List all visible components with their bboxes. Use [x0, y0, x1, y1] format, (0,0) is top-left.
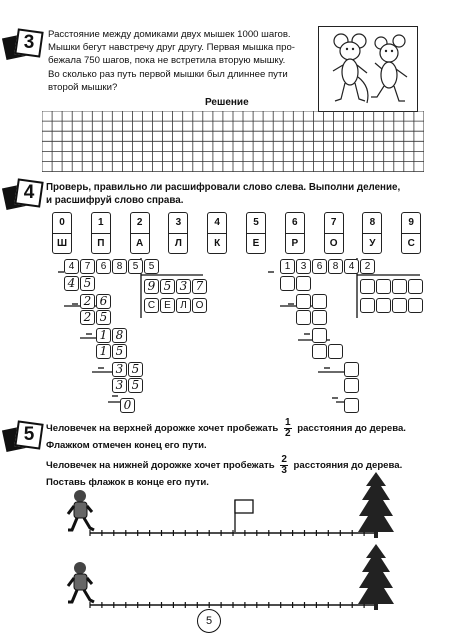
dividend-digit: 8	[328, 259, 343, 274]
solution-label: Решение	[205, 97, 249, 108]
task-3-line: бежала 750 шагов, пока не встретила вторую мышку.	[48, 55, 286, 67]
code-digit: 9	[402, 213, 420, 234]
code-letter: Е	[252, 238, 260, 249]
task-5-number: 5	[23, 424, 35, 445]
code-letter: О	[329, 238, 338, 249]
task-3-line: Расстояние между домиками двух мышек 1000 шагов.	[48, 29, 291, 40]
step-digit: 8	[112, 328, 127, 343]
code-letter: П	[97, 238, 105, 249]
fraction-denominator: 2	[285, 428, 291, 439]
dividend-digit: 1	[280, 259, 295, 274]
code-letter: А	[135, 238, 144, 249]
code-digit: 0	[53, 213, 71, 234]
task-5-line-4: Поставь флажок в конце его пути.	[46, 477, 209, 488]
code-letter: К	[214, 238, 221, 249]
step-digit: 2	[80, 294, 95, 309]
task-3-line: Во сколько раз путь первой мышки был длиннее пути	[48, 68, 288, 80]
dividend-digit: 6	[96, 259, 111, 274]
dividend-digit: 8	[112, 259, 127, 274]
step-digit: 3	[112, 362, 127, 377]
step-digit: 5	[80, 276, 95, 291]
page-number: 5	[197, 609, 221, 633]
step-digit: 1	[96, 344, 111, 359]
quotient-digit: 5	[160, 279, 175, 294]
code-letter: Ш	[56, 238, 68, 249]
quotient-digit: 9	[144, 279, 159, 294]
code-digit: 7	[325, 213, 343, 234]
code-letter: У	[369, 238, 376, 249]
track-top[interactable]	[90, 530, 376, 536]
word-letter: Л	[176, 298, 191, 313]
code-digit: 4	[208, 213, 226, 234]
step-digit: 2	[80, 310, 95, 325]
task-5-line-2: Флажком отмечен конец его пути.	[46, 440, 207, 451]
step-digit: 5	[128, 362, 143, 377]
task-3-line: Мышки бегут навстречу друг другу. Первая мышка про-	[48, 42, 295, 54]
runner-icon	[68, 562, 94, 602]
task-4-instruction-line: Проверь, правильно ли расшифровали слово слева. Выполни деление,	[46, 182, 401, 193]
code-digit: 8	[363, 213, 381, 234]
quotient-digit: 3	[176, 279, 191, 294]
dividend-digit: 4	[344, 259, 359, 274]
runner-icon	[68, 490, 94, 530]
fraction-denominator: 3	[281, 465, 287, 476]
dividend-digit: 4	[64, 259, 79, 274]
step-digit: 0	[120, 398, 135, 413]
word-letter: Е	[160, 298, 175, 313]
step-digit: 5	[128, 378, 143, 393]
step-digit: 6	[96, 294, 111, 309]
dividend-digit: 6	[312, 259, 327, 274]
code-letter: Л	[174, 238, 182, 249]
code-digit: 3	[169, 213, 187, 234]
tree-icon	[358, 472, 394, 538]
step-digit: 5	[112, 344, 127, 359]
step-digit: 5	[96, 310, 111, 325]
task-3-line: второй мышки?	[48, 81, 118, 93]
task-4-number: 4	[23, 182, 35, 203]
divisor-digit: 2	[360, 259, 375, 274]
code-digit: 2	[131, 213, 149, 234]
task-5-line-3-pre: Человечек на нижней дорожке хочет пробежать	[46, 460, 275, 472]
quotient-digit: 7	[192, 279, 207, 294]
task-5-line-1-post: расстояния до дерева.	[297, 423, 406, 435]
code-digit: 6	[286, 213, 304, 234]
flag-icon	[235, 500, 253, 532]
code-letter: С	[407, 238, 415, 249]
tree-icon	[358, 544, 394, 610]
code-letter: Р	[291, 238, 299, 249]
task-5-line-1-pre: Человечек на верхней дорожке хочет пробежать	[46, 423, 279, 435]
fraction-numerator: 2	[281, 454, 287, 465]
word-letter: С	[144, 298, 159, 313]
code-digit: 1	[92, 213, 110, 234]
task-5-line-3-post: расстояния до дерева.	[293, 460, 403, 472]
divisor-digit: 5	[144, 259, 159, 274]
word-letter: О	[192, 298, 207, 313]
task-3-number: 3	[23, 32, 35, 53]
code-digit: 5	[247, 213, 265, 234]
dividend-digit: 3	[296, 259, 311, 274]
step-digit: 1	[96, 328, 111, 343]
fraction-numerator: 1	[285, 417, 291, 428]
dividend-digit: 5	[128, 259, 143, 274]
task-4-instruction-line: и расшифруй слово справа.	[46, 195, 184, 207]
step-digit: 3	[112, 378, 127, 393]
track-bottom[interactable]	[90, 602, 376, 608]
dividend-digit: 7	[80, 259, 95, 274]
step-digit: 4	[64, 276, 79, 291]
